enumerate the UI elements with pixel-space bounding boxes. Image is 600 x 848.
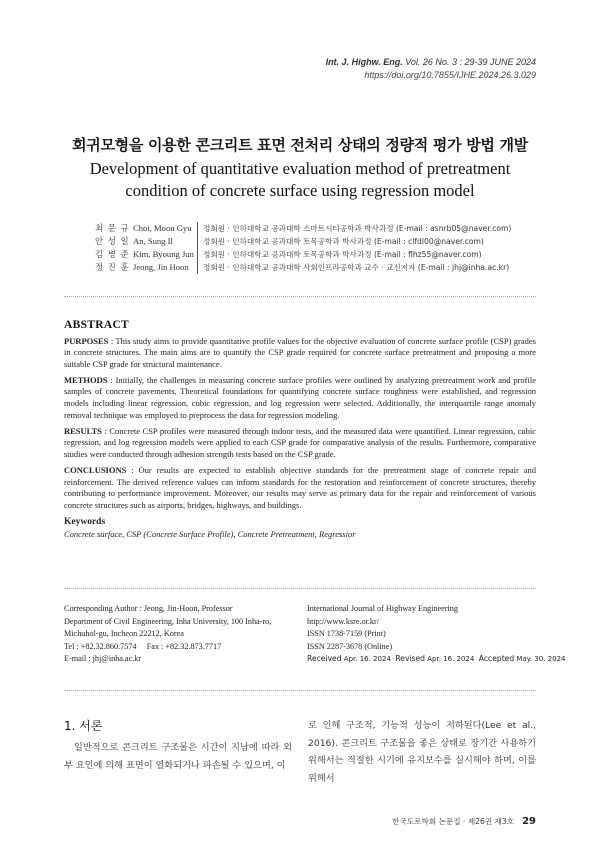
author-affiliation: 정회원 · 인하대학교 공과대학 사회인프라공학과 교수 · 교신저자 (E-mail : jhj@inha.ac.kr) [197, 261, 509, 274]
publication-dates [307, 653, 566, 666]
accepted-label: Accepted [478, 654, 515, 663]
info-line: ISSN 2287-3678 (Online) [307, 641, 393, 651]
revised-label: Revised [395, 654, 426, 663]
info-line: ISSN 1738-7159 (Print) [307, 629, 386, 638]
author-list [95, 222, 511, 274]
abstract-methods [64, 375, 536, 421]
dotted-divider [64, 690, 536, 691]
journal-header [326, 56, 536, 82]
footer-journal: 한국도로학회 논문집 · 제26권 제3호 [392, 817, 515, 826]
corr-line: Corresponding Author : Jeong, Jin-Hoon, Professor [64, 604, 233, 613]
corr-line: Tel : +82.32.860.7574 Fax : +82.32.873.7717 [64, 641, 222, 651]
dotted-divider [64, 296, 536, 297]
keywords-text: Concrete surface, CSP (Concrete Surface Profile), Concrete Pretreatment, Regressior [64, 529, 356, 539]
correspondence-block [64, 603, 294, 666]
author-affiliation: 정회원 · 인하대학교 공과대학 토목공학과 박사과정 (E-mail : clfdl00@naver.com) [197, 235, 484, 248]
info-line: International Journal of Highway Engineering [307, 604, 458, 613]
section-heading: 1. 서론 [64, 719, 103, 733]
author-name-en: An, Sung Il [133, 236, 173, 246]
conclusions-text: : Our results are expected to establish objective standards for the pretreatment stage of concrete repair and reinforcement. The derived reference values can inform standards for the restoration and reinforcement of concrete structures, thereby contributing to performance improvement. Moreover, our results may serve as primary data for the repair and reinforcement of various concrete structures such as airports, bridges, highways, and buildings. [64, 465, 536, 510]
info-url[interactable]: http://www.ksre.or.kr/ [307, 616, 380, 626]
corr-email[interactable]: E-mail : jhj@inha.ac.kr [64, 654, 142, 663]
purposes-label: PURPOSES [64, 335, 109, 346]
methods-text: : Initially, the challenges in measuring concrete surface profiles were outlined by analyzing pretreatment work and profile samples of concrete pavements. Theoretical foundations for quantifying concrete surface roughness were established, and regression models including linear regression, cubic regression, and log regression were selected. Additionally, the interquartile range anomaly removal technique was employed to preprocess the data for regression modeling. [64, 374, 536, 420]
abstract-section [64, 320, 536, 541]
abstract-conclusions [64, 465, 536, 511]
body-text-right: 로 인해 구조적, 기능적 성능이 저하된다(Lee et al., 2016). 콘크리트 구조물을 좋은 상태로 장기간 사용하기 위해서는 적절한 시기에 유지보수를 실시해야 하며, 이를 위해서 [308, 720, 536, 784]
title-korean: 회귀모형을 이용한 콘크리트 표면 전처리 상태의 정량적 평가 방법 개발 [72, 136, 528, 154]
author-name-ko: 정 진 훈 [95, 262, 130, 272]
received-date: Apr. 16. 2024 [343, 655, 391, 663]
received-label: Received [307, 654, 342, 663]
results-label: RESULTS [64, 425, 102, 436]
author-name-ko: 안 성 일 [95, 236, 130, 246]
purposes-text: : This study aims to provide quantitative profile values for the objective evaluation of concrete surface profile (CSP) grades in concrete structures. The main aims are to quantify the CSP grade required for concrete surface pretreatment and proposing a more suitable CSP grade for structural maintenance. [64, 335, 536, 369]
author-name-en: Jeong, Jin Hoon [133, 262, 189, 272]
abstract-purposes [64, 336, 536, 371]
abstract-results [64, 426, 536, 461]
dotted-divider [64, 588, 536, 589]
author-row [95, 261, 511, 274]
author-affiliation: 정회원 · 인하대학교 공과대학 스마트시티공학과 박사과정 (E-mail : asnrb05@naver.com) [197, 222, 511, 235]
corr-line: Michuhol-gu, Incheon 22212, Korea [64, 629, 184, 638]
page-number: 29 [522, 816, 536, 827]
body-text-left: 일반적으로 콘크리트 구조물은 시간이 지남에 따라 외부 요인에 의해 표면이 열화되거나 파손될 수 있으며, 이 [64, 742, 292, 771]
author-name-ko: 김 병 준 [95, 249, 130, 259]
methods-label: METHODS [64, 374, 108, 385]
author-name-ko: 최 문 규 [95, 223, 130, 233]
accepted-date: May. 30. 2024 [516, 655, 566, 663]
doi-link[interactable]: https://doi.org/10.7855/IJHE.2024.26.3.029 [364, 70, 536, 80]
author-name-en: Choi, Moon Gyu [133, 223, 192, 233]
author-row [95, 235, 511, 248]
corr-line: Department of Civil Engineering, Inha University, 100 Inha-ro, [64, 616, 272, 626]
results-text: : Concrete CSP profiles were measured through indoor tests, and the measured data were quantified. Linear regression, cubic regression, and log regression models were applied to each CSP grade for comparative analysis of the results. Furthermore, comparative studies were conducted through adhesion strength tests based on the CSP grade. [64, 425, 536, 459]
conclusions-label: CONCLUSIONS [64, 465, 127, 476]
keywords-heading: Keywords [64, 517, 106, 528]
journal-info-block [307, 603, 566, 666]
author-row [95, 248, 511, 261]
abstract-heading: ABSTRACT [64, 319, 130, 331]
title-english: Development of quantitative evaluation method of pretreatment condition of concrete surface using regression model [89, 159, 511, 200]
volume-info: Vol. 26 No. 3 : 29-39 JUNE 2024 [405, 57, 536, 67]
author-row [95, 222, 511, 235]
author-name-en: Kim, Byoung Jun [133, 249, 194, 259]
author-affiliation: 정회원 · 인하대학교 공과대학 토목공학과 박사과정 (E-mail : flhz55@naver.com) [197, 248, 482, 261]
page-footer [392, 816, 536, 827]
revised-date: Apr. 16. 2024 [427, 655, 475, 663]
journal-name: Int. J. Highw. Eng. [325, 57, 403, 67]
